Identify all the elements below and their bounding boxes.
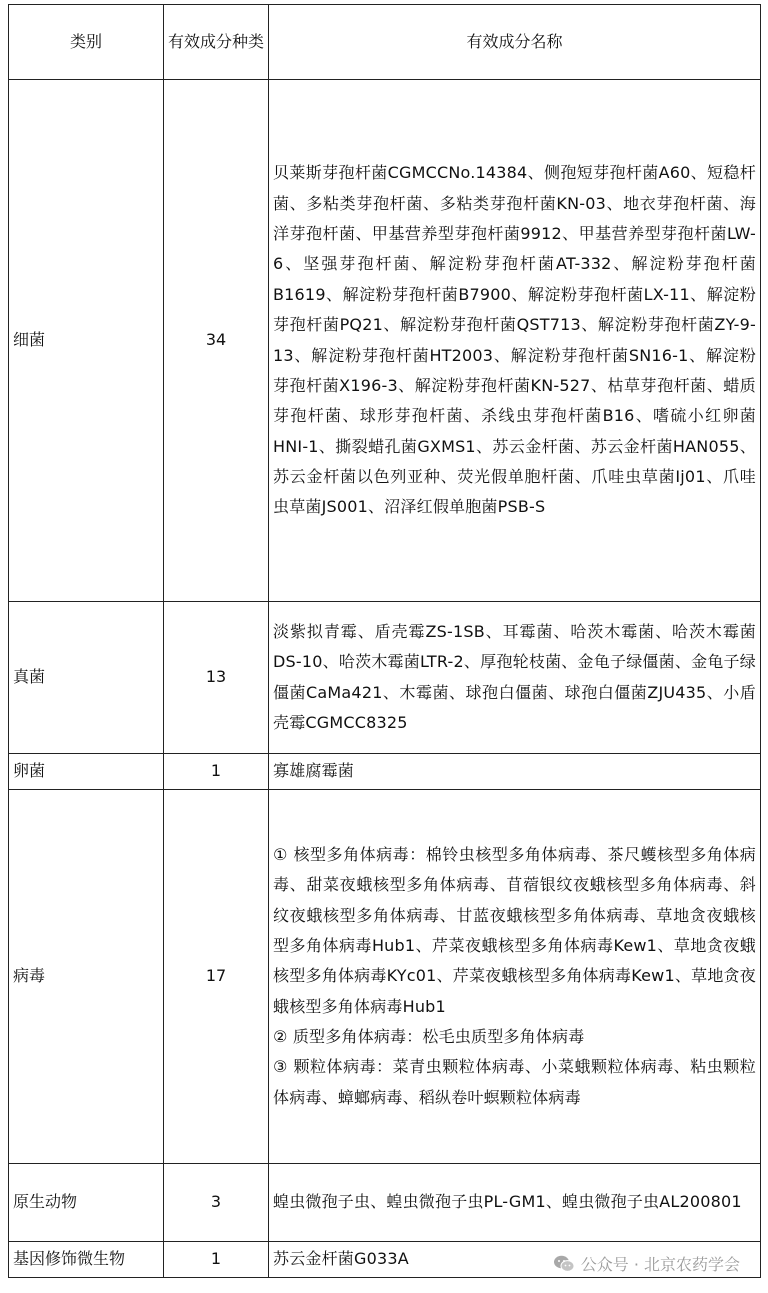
count-cell: 3 [164, 1164, 269, 1242]
names-cell: 贝莱斯芽孢杆菌CGMCCNo.14384、侧孢短芽孢杆菌A60、短稳杆菌、多粘类芽孢杆菌、多粘类芽孢杆菌KN-03、地衣芽孢杆菌、海洋芽孢杆菌、甲基营养型芽孢杆菌9912、甲基营养型芽孢杆菌LW-6、坚强芽孢杆菌、解淀粉芽孢杆菌AT-332、解淀粉芽孢杆菌B1619、解淀粉芽孢杆菌B7900、解淀粉芽孢杆菌LX-11、解淀粉芽孢杆菌PQ21、解淀粉芽孢杆菌QST713、解淀粉芽孢杆菌ZY-9-13、解淀粉芽孢杆菌HT2003、解淀粉芽孢杆菌SN16-1、解淀粉芽孢杆菌X196-3、解淀粉芽孢杆菌KN-527、枯草芽孢杆菌、蜡质芽孢杆菌、球形芽孢杆菌、杀线虫芽孢杆菌B16、嗜硫小红卵菌HNI-1、撕裂蜡孔菌GXMS1、苏云金杆菌、苏云金杆菌HAN055、苏云金杆菌以色列亚种、荧光假单胞杆菌、爪哇虫草菌Ij01、爪哇虫草菌JS001、沼泽红假单胞菌PSB-S [269, 80, 761, 602]
virus-paragraph-granulosis: ③ 颗粒体病毒：菜青虫颗粒体病毒、小菜蛾颗粒体病毒、粘虫颗粒体病毒、蟑螂病毒、稻纵卷叶螟颗粒体病毒 [273, 1057, 756, 1107]
category-cell: 原生动物 [9, 1164, 164, 1242]
table-row [9, 754, 761, 790]
table-row [9, 602, 761, 754]
category-cell: 基因修饰微生物 [9, 1242, 164, 1278]
category-cell: 真菌 [9, 602, 164, 754]
microbial-ingredients-table [8, 4, 761, 1278]
watermark-text: 公众号 · 北京农药学会 [580, 1255, 740, 1274]
count-cell: 13 [164, 602, 269, 754]
count-cell: 17 [164, 790, 269, 1164]
count-cell: 1 [164, 1242, 269, 1278]
category-cell: 病毒 [9, 790, 164, 1164]
header-category: 类别 [9, 5, 164, 80]
table-row [9, 790, 761, 1164]
names-cell: 苏云金杆菌G033A [269, 1242, 761, 1278]
table-header-row [9, 5, 761, 80]
names-cell: 蝗虫微孢子虫、蝗虫微孢子虫PL-GM1、蝗虫微孢子虫AL200801 [269, 1164, 761, 1242]
names-cell: 寡雄腐霉菌 [269, 754, 761, 790]
category-cell: 细菌 [9, 80, 164, 602]
names-cell: 淡紫拟青霉、盾壳霉ZS-1SB、耳霉菌、哈茨木霉菌、哈茨木霉菌DS-10、哈茨木霉菌LTR-2、厚孢轮枝菌、金龟子绿僵菌、金龟子绿僵菌CaMa421、木霉菌、球孢白僵菌、球孢白僵菌ZJU435、小盾壳霉CGMCC8325 [269, 602, 761, 754]
header-names: 有效成分名称 [269, 5, 761, 80]
header-count: 有效成分种类 [164, 5, 269, 80]
count-cell: 34 [164, 80, 269, 602]
virus-paragraph-nuclear: ① 核型多角体病毒：棉铃虫核型多角体病毒、茶尺蠖核型多角体病毒、甜菜夜蛾核型多角体病毒、苜蓿银纹夜蛾核型多角体病毒、斜纹夜蛾核型多角体病毒、甘蓝夜蛾核型多角体病毒、草地贪夜蛾核型多角体病毒Hub1、芹菜夜蛾核型多角体病毒Kew1、草地贪夜蛾核型多角体病毒KYc01、芹菜夜蛾核型多角体病毒Kew1、草地贪夜蛾核型多角体病毒Hub1 [273, 844, 756, 1016]
wechat-icon [553, 1254, 575, 1274]
count-cell: 1 [164, 754, 269, 790]
names-cell [269, 790, 761, 1164]
table-row [9, 80, 761, 602]
wechat-watermark [549, 1252, 744, 1275]
category-cell: 卵菌 [9, 754, 164, 790]
table-row [9, 1164, 761, 1242]
virus-paragraph-cytoplasmic: ② 质型多角体病毒：松毛虫质型多角体病毒 [273, 1027, 585, 1047]
